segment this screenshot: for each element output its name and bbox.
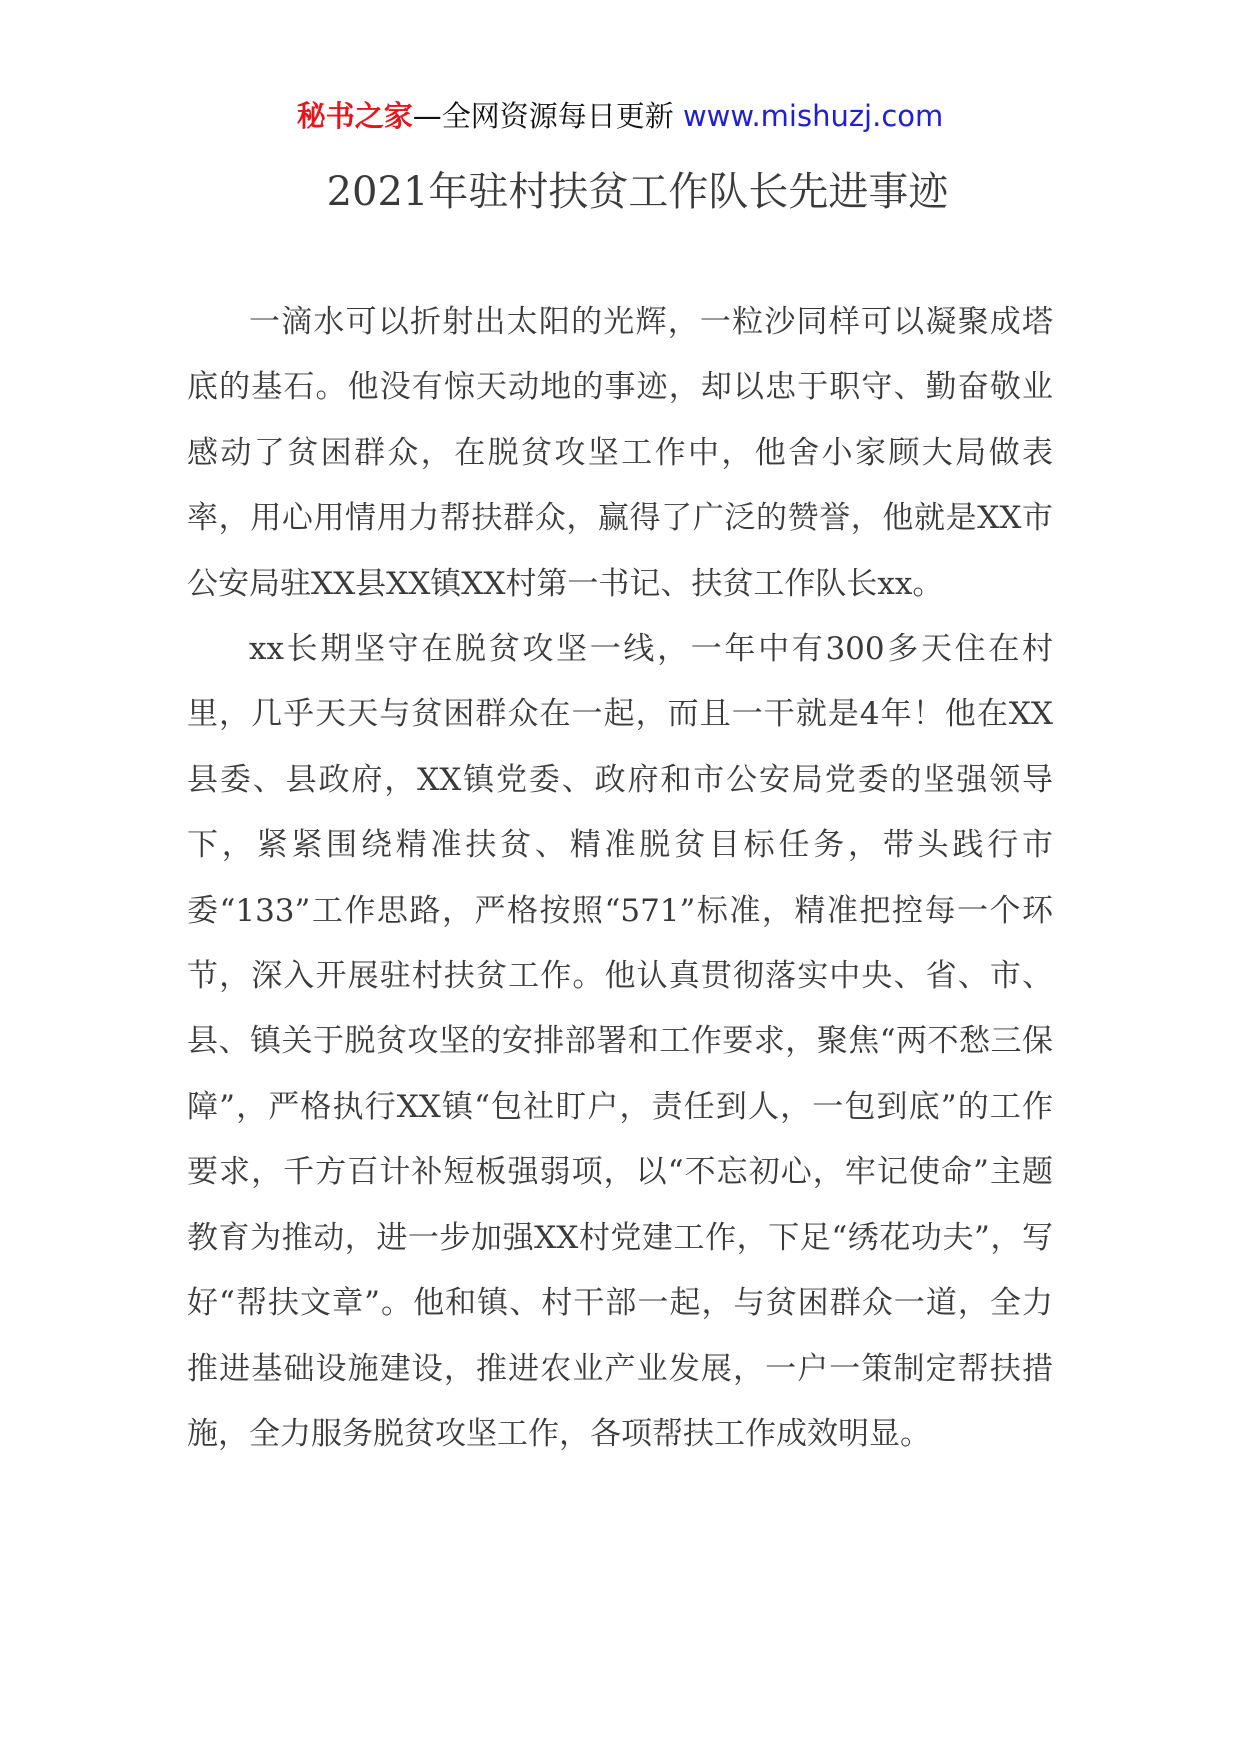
site-tagline: —全网资源每日更新 bbox=[412, 99, 674, 133]
site-url-link[interactable]: www.mishuzj.com bbox=[682, 99, 944, 133]
paragraph: xx长期坚守在脱贫攻坚一线，一年中有300多天住在村里，几乎天天与贫困群众在一起，而且一干就是4年！他在XX县委、县政府，XX镇党委、政府和市公安局党委的坚强领导下，紧紧围绕精准扶贫、精准脱贫目标任务，带头践行市委“133”工作思路，严格按照“571”标准，精准把控每一个环节，深入开展驻村扶贫工作。他认真贯彻落实中央、省、市、县、镇关于脱贫攻坚的安排部署和工作要求，聚焦“两不愁三保障”，严格执行XX镇“包社盯户，责任到人，一包到底”的工作要求，千方百计补短板强弱项，以“不忘初心，牢记使命”主题教育为推动，进一步加强XX村党建工作，下足“绣花功夫”，写好“帮扶文章”。他和镇、村干部一起，与贫困群众一道，全力推进基础设施建设，推进农业产业发展，一户一策制定帮扶措施，全力服务脱贫攻坚工作，各项帮扶工作成效明显。 bbox=[187, 631, 1053, 1452]
site-brand: 秘书之家 bbox=[296, 99, 413, 133]
site-header bbox=[0, 96, 1240, 136]
paragraph: 一滴水可以折射出太阳的光辉，一粒沙同样可以凝聚成塔底的基石。他没有惊天动地的事迹，却以忠于职守、勤奋敬业感动了贫困群众，在脱贫攻坚工作中，他舍小家顾大局做表率，用心用情用力帮扶群众，赢得了广泛的赞誉，他就是XX市公安局驻XX县XX镇XX村第一书记、扶贫工作队长xx。 bbox=[187, 304, 1053, 602]
document-body bbox=[187, 290, 1053, 1467]
document-title: 2021年驻村扶贫工作队长先进事迹 bbox=[326, 169, 949, 215]
